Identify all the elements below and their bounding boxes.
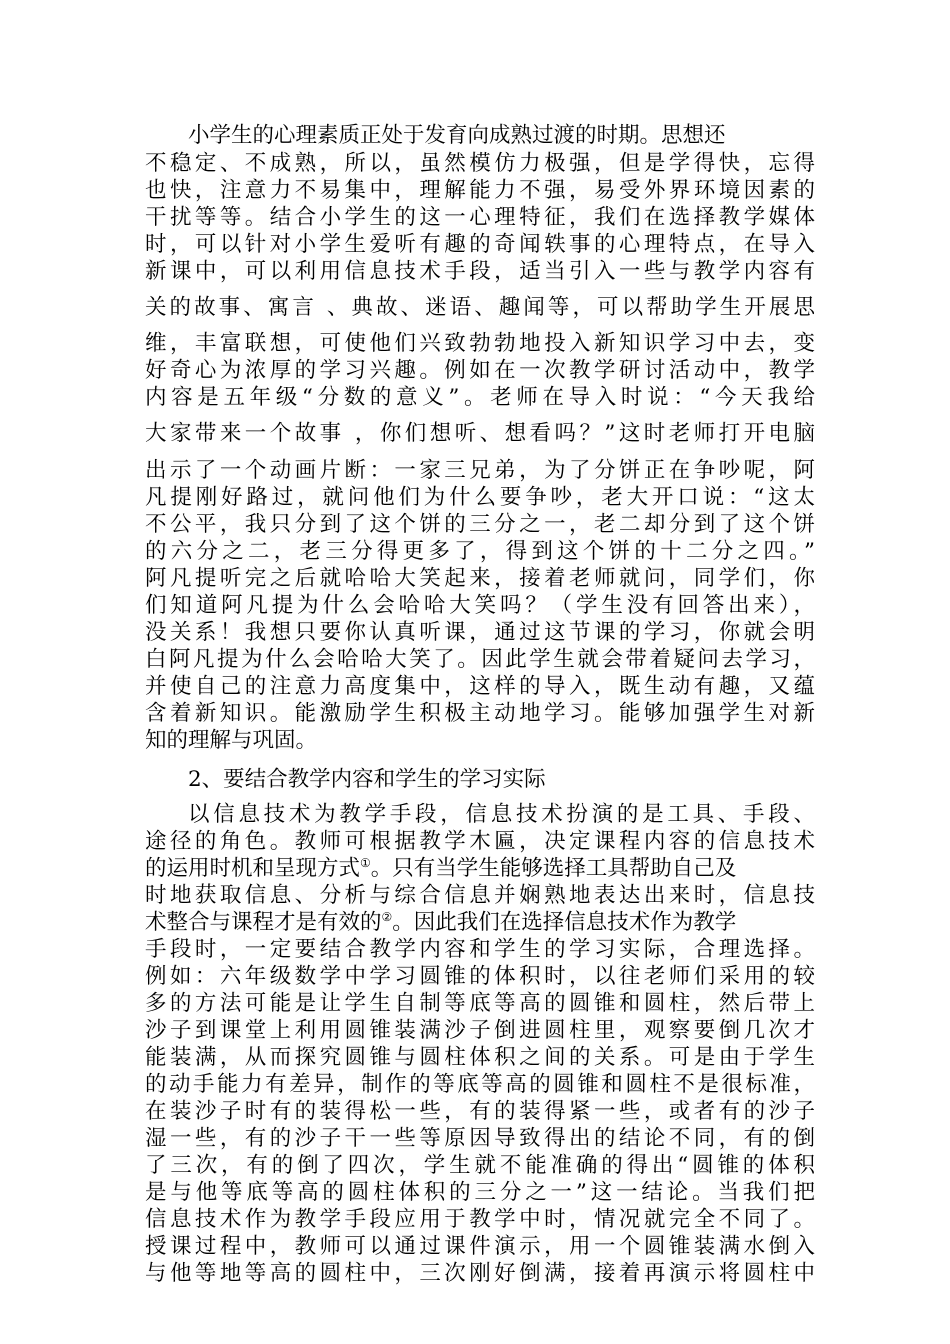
text-segment: 术整合与课程才是有效的: [145, 910, 382, 935]
paragraph-1-line: 不公平，我只分到了这个饼的三分之一，老二却分到了这个饼: [145, 512, 815, 537]
footnote-marker[interactable]: ②: [381, 909, 393, 924]
paragraph-2-line-with-footnote: [145, 909, 815, 937]
paragraph-2-line: 是与他等底等高的圆柱体积的三分之一”这一结论。当我们把: [145, 1180, 815, 1205]
text-segment: 的运用时机和呈现方式: [145, 856, 361, 881]
paragraph-2-line: 授课过程中，教师可以通过课件演示，用一个圆锥装满水倒入: [145, 1234, 815, 1259]
paragraph-1-line: 们知道阿凡提为什么会哈哈大笑吗？（学生没有回答出来），: [145, 593, 815, 618]
paragraph-1-line: 内容是五年级“分数的意义”。老师在导入时说：“今天我给: [145, 385, 815, 410]
paragraph-2-line: 沙子到课堂上利用圆锥装满沙子倒进圆柱里，观察要倒几次才: [145, 1018, 815, 1043]
paragraph-2-line: 手段时，一定要结合教学内容和学生的学习实际，合理选择。: [145, 937, 815, 962]
paragraph-1-line: 不稳定、不成熟，所以，虽然模仿力极强，但是学得快，忘得: [145, 151, 815, 176]
paragraph-1-line: 出示了一个动画片断：一家三兄弟，为了分饼正在争吵呢，阿: [145, 458, 815, 483]
paragraph-2-line: 以信息技术为教学手段，信息技术扮演的是工具、手段、: [188, 802, 815, 827]
section-heading: 2、要结合教学内容和学生的学习实际: [188, 767, 546, 792]
paragraph-2-line: 能装满，从而探究圆锥与圆柱体积之间的关系。可是由于学生: [145, 1045, 815, 1070]
paragraph-1-line: 大家带来一个故事 ，你们想听、想看吗？”这时老师打开电脑: [145, 421, 815, 446]
paragraph-2-line: 与他等地等高的圆柱中，三次刚好倒满，接着再演示将圆柱中: [145, 1261, 815, 1286]
footnote-marker[interactable]: ①: [360, 855, 371, 870]
paragraph-1-line: 白阿凡提为什么会哈哈大笑了。因此学生就会带着疑问去学习，: [145, 647, 815, 672]
text-segment: 。只有当学生能够选择工具帮助自己及: [370, 856, 737, 881]
paragraph-1-line: 小学生的心理素质正处于发育向成熟过渡的时期。思想还: [188, 123, 726, 148]
paragraph-2-line: 例如：六年级数学中学习圆锥的体积时，以往老师们采用的较: [145, 964, 815, 989]
paragraph-2-line: 信息技术作为教学手段应用于教学中时，情况就完全不同了。: [145, 1207, 815, 1232]
paragraph-1-line: 时，可以针对小学生爱听有趣的奇闻轶事的心理特点，在导入: [145, 232, 815, 257]
paragraph-1-line: 阿凡提听完之后就哈哈大笑起来，接着老师就问，同学们，你: [145, 566, 815, 591]
paragraph-1-line: 关的故事、寓言 、典故、迷语、趣闻等，可以帮助学生开展思: [145, 295, 815, 320]
paragraph-1-line: 新课中，可以利用信息技术手段，适当引入一些与教学内容有: [145, 259, 815, 284]
paragraph-1-line: 也快，注意力不易集中，理解能力不强，易受外界环境因素的: [145, 178, 815, 203]
paragraph-1-line: 没关系！我想只要你认真听课，通过这节课的学习，你就会明: [145, 620, 815, 645]
paragraph-1-line: 并使自己的注意力高度集中，这样的导入，既生动有趣，又蕴: [145, 674, 815, 699]
paragraph-2-line: 多的方法可能是让学生自制等底等高的圆锥和圆柱，然后带上: [145, 991, 815, 1016]
paragraph-1-line: 知的理解与巩固。: [145, 728, 318, 753]
paragraph-1-line: 干扰等等。结合小学生的这一心理特征，我们在选择教学媒体: [145, 205, 815, 230]
paragraph-1-line: 含着新知识。能激励学生积极主动地学习。能够加强学生对新: [145, 701, 815, 726]
text-segment: 。因此我们在选择信息技术作为教学: [392, 910, 737, 935]
paragraph-2-line: 时地获取信息、分析与综合信息并娴熟地表达出来时，信息技: [145, 883, 815, 908]
paragraph-2-line-with-footnote: [145, 855, 815, 883]
paragraph-2-line: 的动手能力有差异，制作的等底等高的圆锥和圆柱不是很标准，: [145, 1072, 815, 1097]
paragraph-2-line: 了三次，有的倒了四次，学生就不能准确的得出“圆锥的体积: [145, 1153, 815, 1178]
paragraph-1-line: 的六分之二，老三分得更多了，得到这个饼的十二分之四。”: [145, 539, 815, 564]
paragraph-1-line: 凡提刚好路过，就问他们为什么要争吵，老大开口说：“这太: [145, 485, 815, 510]
paragraph-1-line: 维，丰富联想，可使他们兴致勃勃地投入新知识学习中去，变: [145, 331, 815, 356]
paragraph-2-line: 湿一些，有的沙子干一些等原因导致得出的结论不同，有的倒: [145, 1126, 815, 1151]
paragraph-2-line: 途径的角色。教师可根据教学木匾，决定课程内容的信息技术: [145, 829, 815, 854]
paragraph-1-line: 好奇心为浓厚的学习兴趣。例如在一次教学研讨活动中，教学: [145, 358, 815, 383]
paragraph-2-line: 在装沙子时有的装得松一些，有的装得紧一些，或者有的沙子: [145, 1099, 815, 1124]
